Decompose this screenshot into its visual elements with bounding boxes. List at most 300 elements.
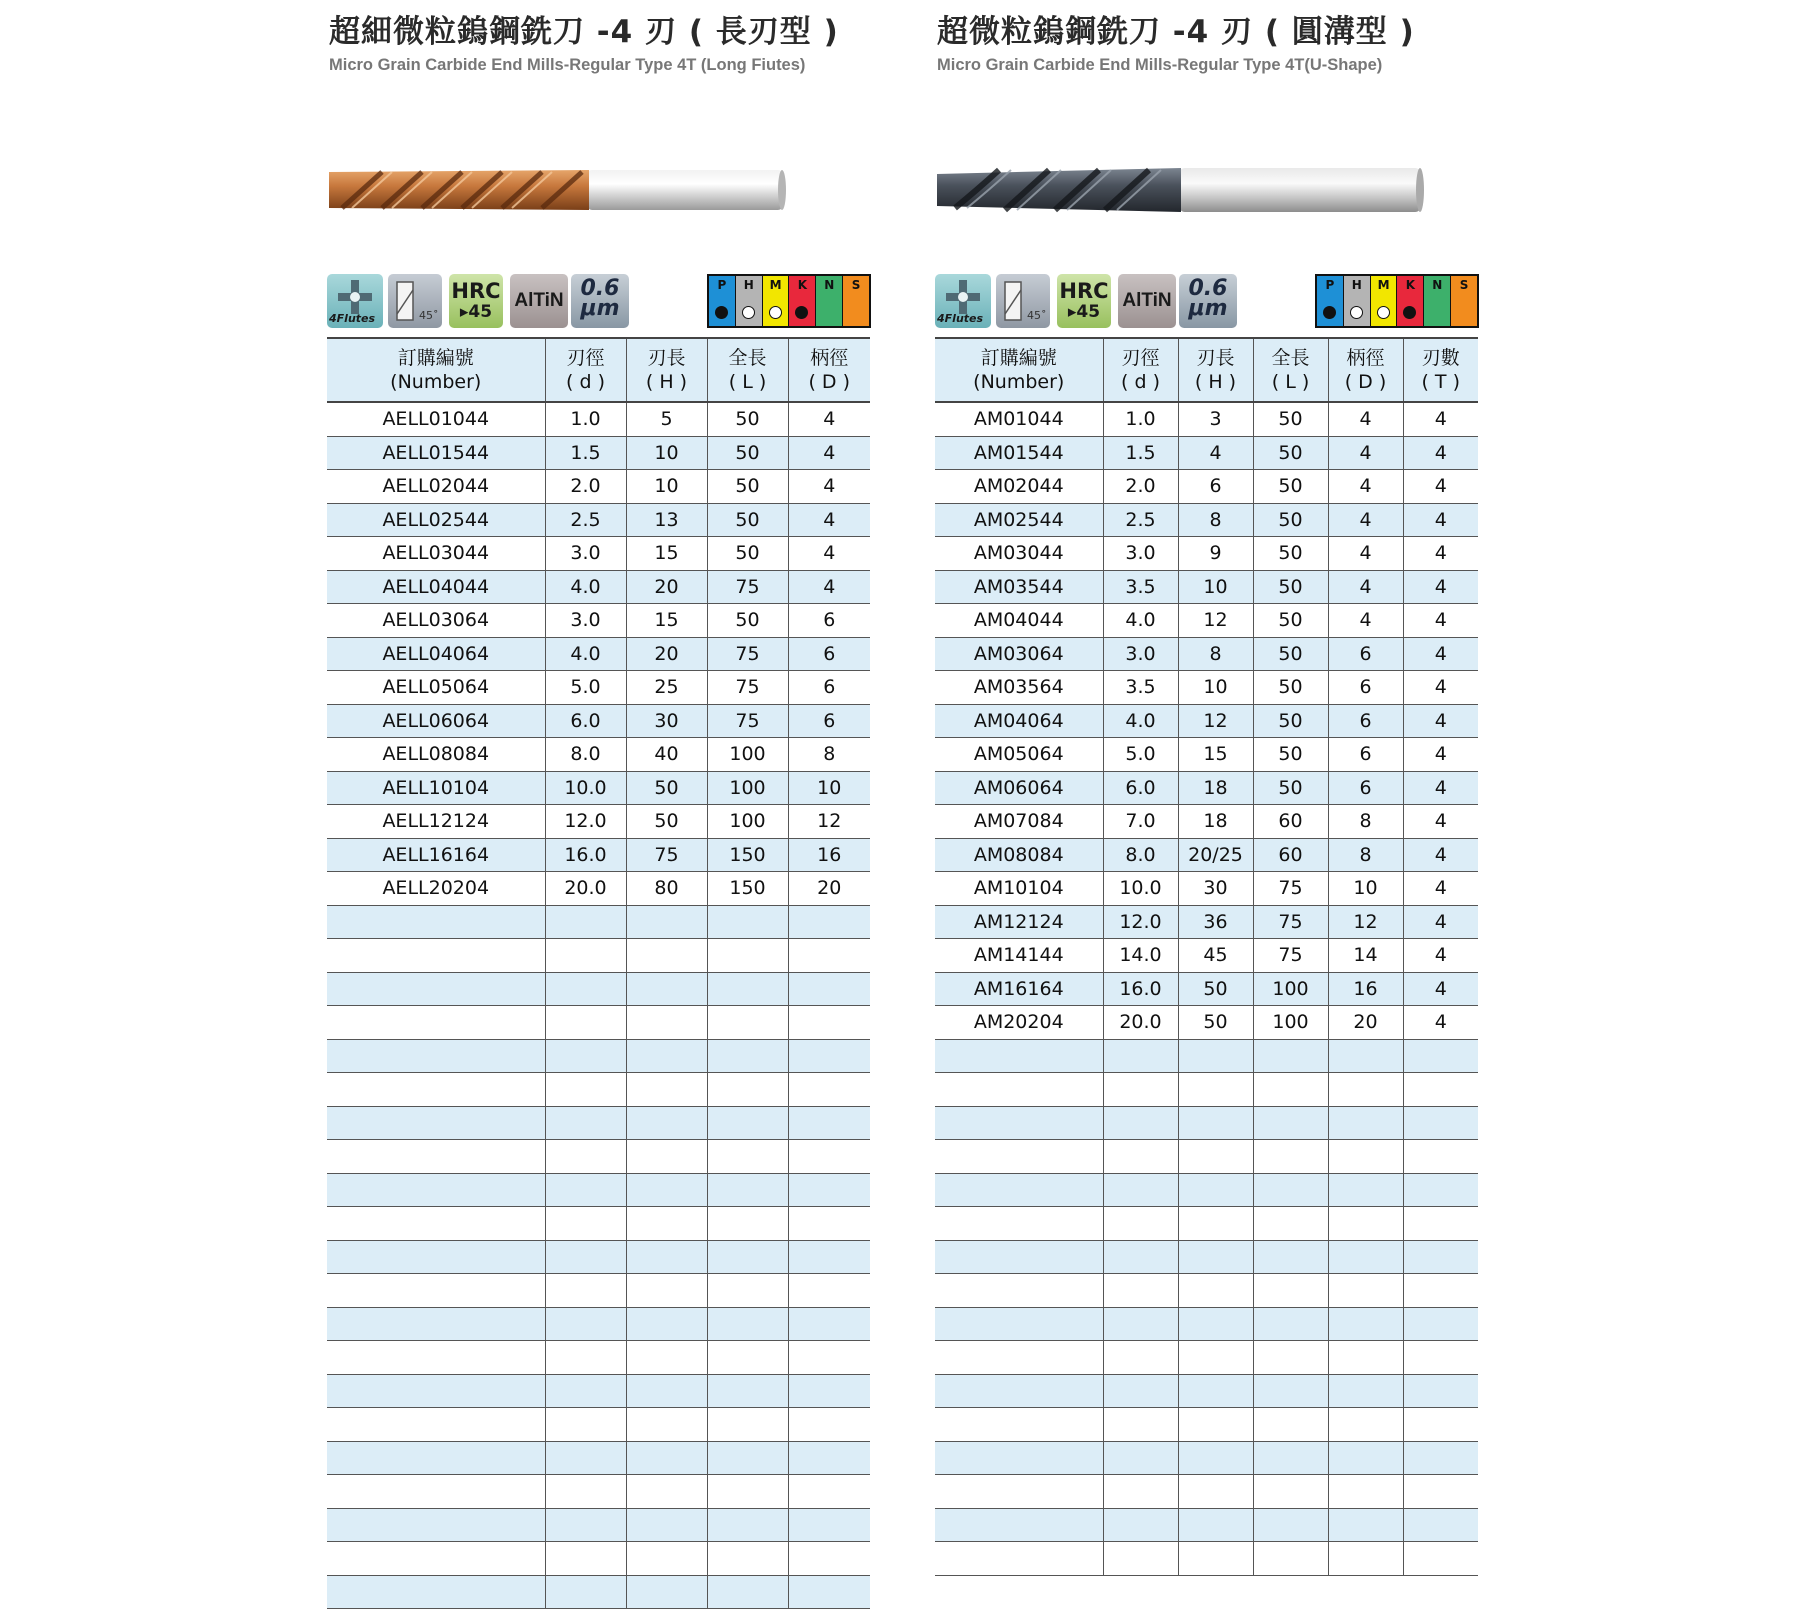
column-header [788,338,870,402]
table-cell: 4 [1403,872,1478,906]
table-row [327,1073,870,1107]
table-cell: 5 [626,402,707,436]
product-title: 超微粒鎢鋼銑刀 -4 刃 ( 圓溝型 ) [937,14,1415,50]
table-cell: 6 [1328,704,1403,738]
table-cell [707,1140,788,1174]
table-cell: AM20204 [935,1006,1103,1040]
table-cell [707,939,788,973]
table-cell: 14 [1328,939,1403,973]
material-letter: K [1405,278,1416,292]
column-header-symbol: (Number) [973,371,1065,393]
dark-end-mill-image [935,160,1425,220]
table-row [935,1307,1478,1341]
table-cell [1178,1106,1253,1140]
table-cell: 75 [1253,872,1328,906]
table-cell [1253,1341,1328,1375]
table-cell [327,1341,545,1375]
table-cell: 12.0 [1103,905,1178,939]
helix-45-icon: 45˚ [388,274,442,328]
table-row [935,872,1478,906]
table-cell: 4.0 [1103,604,1178,638]
table-cell: 4 [1328,436,1403,470]
table-cell: 3.0 [1103,537,1178,571]
table-cell [935,1173,1103,1207]
table-cell: 1.5 [1103,436,1178,470]
table-row [935,1039,1478,1073]
table-cell [1253,1240,1328,1274]
table-cell [707,1508,788,1542]
column-header-label: 柄徑 [810,347,849,369]
column-header-label: 刃長 [1196,347,1235,369]
table-cell: 50 [1253,537,1328,571]
column-header-symbol: ( d ) [1121,371,1160,393]
table-cell [1328,1039,1403,1073]
table-cell [707,1441,788,1475]
table-cell: 30 [626,704,707,738]
altin-coating-icon: AlTiN [1118,274,1176,328]
table-header-row [327,338,870,402]
table-cell [707,1575,788,1609]
table-row [327,972,870,1006]
material-letter: S [1459,278,1469,292]
table-cell [327,1307,545,1341]
table-row [327,503,870,537]
table-cell [1178,1173,1253,1207]
table-row [327,436,870,470]
table-cell [788,1475,870,1509]
table-cell [1253,1274,1328,1308]
grain-size-icon: 0.6 μm [1179,274,1237,328]
table-cell [935,1073,1103,1107]
material-letter: S [851,278,861,292]
table-row [327,1508,870,1542]
table-cell: 6 [1328,671,1403,705]
table-cell: 8 [1328,805,1403,839]
table-cell: AM04064 [935,704,1103,738]
table-cell [327,1508,545,1542]
table-cell: AM12124 [935,905,1103,939]
table-cell [327,1374,545,1408]
table-cell: AELL01044 [327,402,545,436]
table-cell [1178,1274,1253,1308]
table-cell: 4.0 [545,637,626,671]
table-cell [1178,1039,1253,1073]
material-cell-h [1344,276,1371,326]
table-cell: 50 [707,604,788,638]
table-cell: 100 [1253,972,1328,1006]
table-cell [327,1173,545,1207]
table-cell [1403,1274,1478,1308]
table-cell: AM03544 [935,570,1103,604]
table-cell [1403,1341,1478,1375]
column-header-symbol: ( H ) [1194,371,1237,393]
table-row [935,1207,1478,1241]
table-cell [545,972,626,1006]
four-flutes-icon: 4Flutes [327,274,383,328]
table-cell: 10 [1328,872,1403,906]
table-cell: 50 [1253,570,1328,604]
table-cell [707,1542,788,1576]
table-row [327,604,870,638]
table-cell: 18 [1178,771,1253,805]
table-row [935,1441,1478,1475]
table-cell: 4 [1403,503,1478,537]
table-cell: 3.0 [545,537,626,571]
table-cell [626,1240,707,1274]
table-cell [707,905,788,939]
table-cell [1178,1408,1253,1442]
table-cell [327,1575,545,1609]
table-cell: 15 [626,537,707,571]
product-subtitle: Micro Grain Carbide End Mills-Regular Type 4T(U-Shape) [937,56,1383,74]
table-cell [545,1508,626,1542]
table-cell: 4 [1403,738,1478,772]
column-header-symbol: ( L ) [1271,371,1310,393]
table-cell [626,1374,707,1408]
table-cell [1178,1475,1253,1509]
table-cell [626,1575,707,1609]
table-cell [788,1140,870,1174]
table-cell: 4 [1403,939,1478,973]
table-row [327,637,870,671]
table-cell [1328,1441,1403,1475]
table-cell: 12 [1178,604,1253,638]
table-cell: 8.0 [1103,838,1178,872]
filled-circle-icon [715,306,728,319]
table-cell: 50 [1253,436,1328,470]
table-cell: 50 [1253,470,1328,504]
table-row [327,570,870,604]
material-suitability-grid [1315,274,1479,328]
table-cell: 2.0 [545,470,626,504]
table-cell: 4 [788,402,870,436]
column-header-label: 刃徑 [1121,347,1160,369]
table-cell: AELL06064 [327,704,545,738]
table-row [327,1441,870,1475]
material-cell-p [709,276,736,326]
table-cell [1103,1341,1178,1375]
table-row [935,671,1478,705]
filled-circle-icon [1403,306,1416,319]
table-cell: 2.0 [1103,470,1178,504]
table-cell [1253,1307,1328,1341]
table-cell [626,1307,707,1341]
table-cell: 50 [1253,604,1328,638]
material-cell-m [763,276,790,326]
column-header-symbol: ( L ) [728,371,767,393]
table-cell: 2.5 [1103,503,1178,537]
table-cell [935,1341,1103,1375]
empty-circle-icon [769,306,782,319]
column-header-label: 全長 [728,347,767,369]
material-letter: N [824,278,835,292]
table-cell: 75 [707,704,788,738]
table-cell [707,1006,788,1040]
table-cell: 3.0 [1103,637,1178,671]
table-row [327,1341,870,1375]
table-cell [1103,1240,1178,1274]
table-cell: 4 [1403,1006,1478,1040]
table-cell: AELL04044 [327,570,545,604]
table-cell: 8 [1178,503,1253,537]
table-cell: 100 [1253,1006,1328,1040]
table-cell [1253,1408,1328,1442]
table-cell [788,1274,870,1308]
table-cell [327,1073,545,1107]
table-cell [1253,1073,1328,1107]
column-header-label: 訂購編號 [397,347,474,369]
table-cell [1103,1073,1178,1107]
table-cell: 100 [707,738,788,772]
table-cell [935,1274,1103,1308]
table-cell [1103,1441,1178,1475]
table-cell: AM03564 [935,671,1103,705]
table-cell [788,972,870,1006]
table-cell: 100 [707,805,788,839]
material-letter: P [717,278,727,292]
table-cell [545,905,626,939]
table-cell [1403,1441,1478,1475]
table-cell: AELL03064 [327,604,545,638]
column-header [1328,338,1403,402]
table-cell: AM02544 [935,503,1103,537]
table-cell: 4 [1403,570,1478,604]
table-cell: 75 [626,838,707,872]
table-cell [327,1240,545,1274]
table-row [935,1073,1478,1107]
table-cell [626,1475,707,1509]
table-cell: 50 [707,436,788,470]
table-cell [327,1274,545,1308]
table-cell [1178,1307,1253,1341]
table-row [327,1039,870,1073]
table-cell: 80 [626,872,707,906]
table-cell [545,1374,626,1408]
table-row [935,1240,1478,1274]
table-cell [788,1508,870,1542]
table-cell [707,1408,788,1442]
column-header-label: 刃徑 [566,347,605,369]
table-cell: 60 [1253,838,1328,872]
table-cell [1103,1274,1178,1308]
table-cell: 6 [788,704,870,738]
table-cell: 4 [1403,402,1478,436]
table-cell [1328,1240,1403,1274]
table-cell: AM01044 [935,402,1103,436]
table-cell [1403,1106,1478,1140]
table-row [935,637,1478,671]
table-cell [327,1140,545,1174]
table-cell [626,939,707,973]
table-cell: AELL12124 [327,805,545,839]
material-cell-n [1424,276,1451,326]
table-row [935,1106,1478,1140]
table-cell [1103,1374,1178,1408]
table-cell: 4 [1403,637,1478,671]
table-cell [1178,1374,1253,1408]
hrc-45-icon: HRC ▸45 [1057,274,1111,328]
table-cell: 4 [1328,537,1403,571]
table-cell [1328,1542,1403,1576]
table-row [935,604,1478,638]
table-cell: 50 [707,537,788,571]
column-header-label: 柄徑 [1346,347,1385,369]
table-cell [1178,1508,1253,1542]
table-cell: 50 [707,402,788,436]
table-cell: 150 [707,838,788,872]
table-cell: 50 [1178,1006,1253,1040]
table-cell [788,939,870,973]
table-cell: 1.5 [545,436,626,470]
table-cell [1103,1039,1178,1073]
table-cell [935,1106,1103,1140]
table-cell: 4 [788,537,870,571]
column-header [1253,338,1328,402]
table-cell: 6 [1178,470,1253,504]
table-cell [626,1441,707,1475]
table-row [935,1408,1478,1442]
table-cell: 75 [707,637,788,671]
table-cell [1253,1441,1328,1475]
table-row [935,738,1478,772]
table-cell: 4.0 [545,570,626,604]
table-cell: 16 [788,838,870,872]
table-cell [1103,1207,1178,1241]
table-cell [545,1274,626,1308]
table-cell: 4 [1328,503,1403,537]
table-row [935,470,1478,504]
table-cell: 6 [788,671,870,705]
table-cell: AM08084 [935,838,1103,872]
table-cell [707,972,788,1006]
table-cell: AM06064 [935,771,1103,805]
table-row [935,1374,1478,1408]
table-cell [1328,1341,1403,1375]
material-cell-k [1397,276,1424,326]
table-cell: 10.0 [1103,872,1178,906]
table-cell: 75 [1253,939,1328,973]
table-cell: 8 [1328,838,1403,872]
table-cell [327,972,545,1006]
table-cell [1328,1106,1403,1140]
table-cell: 4 [788,436,870,470]
table-row [935,771,1478,805]
table-cell [545,1240,626,1274]
table-cell [1253,1106,1328,1140]
table-cell: 18 [1178,805,1253,839]
table-cell: 6 [788,637,870,671]
table-cell [707,1240,788,1274]
table-cell: 10 [626,436,707,470]
table-cell [707,1207,788,1241]
table-cell [1328,1173,1403,1207]
table-cell [1178,1341,1253,1375]
table-cell: 50 [1178,972,1253,1006]
column-header-label: 全長 [1271,347,1310,369]
table-cell [1328,1207,1403,1241]
empty-circle-icon [1377,306,1390,319]
table-cell [1103,1307,1178,1341]
table-row [935,1475,1478,1509]
table-cell [935,1207,1103,1241]
table-cell: AM02044 [935,470,1103,504]
table-cell: 20 [1328,1006,1403,1040]
spec-table [935,337,1478,1576]
column-header [707,338,788,402]
table-cell [1103,1106,1178,1140]
table-cell: 75 [707,570,788,604]
table-cell: 4 [1403,704,1478,738]
material-letter: H [1351,278,1362,292]
table-cell [788,905,870,939]
table-cell [545,1341,626,1375]
table-cell [1403,1307,1478,1341]
table-cell [626,1207,707,1241]
table-cell: 40 [626,738,707,772]
table-cell [707,1039,788,1073]
table-cell [545,1173,626,1207]
table-row [327,738,870,772]
table-cell [1328,1307,1403,1341]
table-cell: 60 [1253,805,1328,839]
table-cell [707,1274,788,1308]
table-cell [327,1006,545,1040]
table-cell: 50 [707,470,788,504]
table-cell: 12 [788,805,870,839]
table-row [935,436,1478,470]
table-cell: 5.0 [545,671,626,705]
table-cell: 4 [788,503,870,537]
empty-circle-icon [1350,306,1363,319]
table-cell: 1.0 [1103,402,1178,436]
table-cell [1253,1039,1328,1073]
table-cell: 3 [1178,402,1253,436]
table-cell: 25 [626,671,707,705]
table-cell [327,1106,545,1140]
table-cell: AM16164 [935,972,1103,1006]
table-cell: 6 [1328,771,1403,805]
table-cell [788,1173,870,1207]
table-cell: AELL20204 [327,872,545,906]
table-cell: AM07084 [935,805,1103,839]
column-header [1178,338,1253,402]
table-cell [626,1542,707,1576]
table-cell [1403,1073,1478,1107]
material-cell-s [1451,276,1477,326]
table-cell [1403,1140,1478,1174]
table-cell: 36 [1178,905,1253,939]
table-cell: AM14144 [935,939,1103,973]
table-cell [327,939,545,973]
table-cell: 20.0 [1103,1006,1178,1040]
table-cell: 4 [1328,604,1403,638]
table-cell [788,1441,870,1475]
table-row [327,1575,870,1609]
table-cell [1253,1140,1328,1174]
table-row [327,838,870,872]
table-cell: AELL08084 [327,738,545,772]
column-header-symbol: ( D ) [808,371,851,393]
column-header-symbol: ( D ) [1344,371,1387,393]
table-cell [545,1073,626,1107]
table-row [935,972,1478,1006]
table-row [935,1173,1478,1207]
column-header-symbol: ( d ) [566,371,605,393]
table-cell [935,1408,1103,1442]
table-cell: AELL03044 [327,537,545,571]
table-cell: 4 [1403,838,1478,872]
table-cell: 15 [626,604,707,638]
